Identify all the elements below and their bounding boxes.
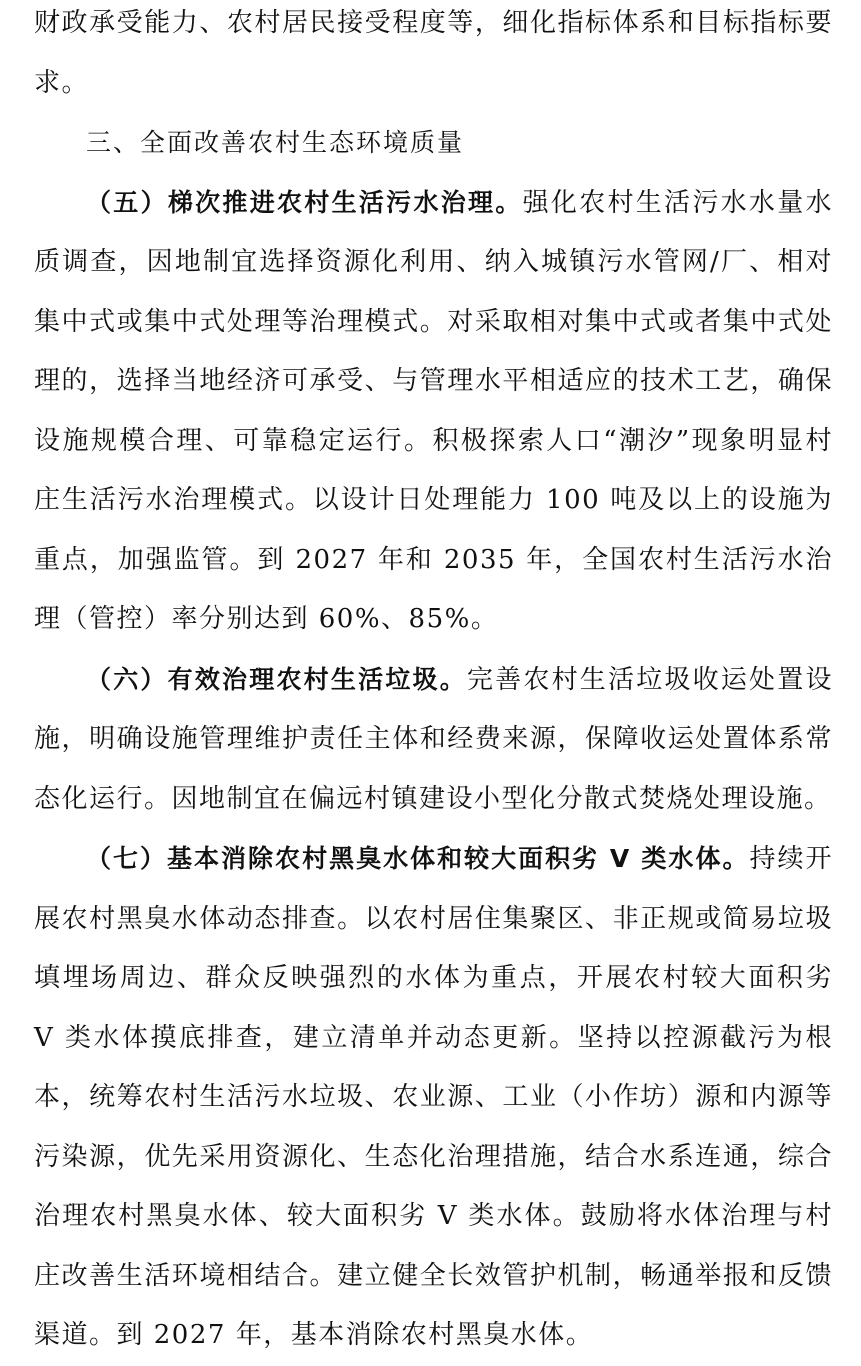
paragraph-body: 持续开展农村黑臭水体动态排查。以农村居住集聚区、非正规或简易垃圾填埋场周边、群众反映强烈的水体为重点，开展农村较大面积劣 V 类水体摸底排查，建立清单并动态更新。坚持以控源截污为根本，统筹农村生活污水垃圾、农业源、工业（小作坊）源和内源等污染源，优先采用资源化、生态化治理措施，结合水系连通，综合治理农村黑臭水体、较大面积劣 V 类水体。鼓励将水体治理与村庄改善生活环境相结合。建立健全长效管护机制，畅通举报和反馈渠道。到 2027 年，基本消除农村黑臭水体。 — [34, 844, 833, 1350]
paragraph-body: 完善农村生活垃圾收运处置设施，明确设施管理维护责任主体和经费来源，保障收运处置体系常态化运行。因地制宜在偏远村镇建设小型化分散式焚烧处理设施。 — [34, 664, 833, 814]
paragraph-body: 强化农村生活污水水量水质调查，因地制宜选择资源化利用、纳入城镇污水管网/厂、相对集中式或集中式处理等治理模式。对采取相对集中式或者集中式处理的，选择当地经济可承受、与管理水平相适应的技术工艺，确保设施规模合理、可靠稳定运行。积极探索人口“潮汐”现象明显村庄生活污水治理模式。以设计日处理能力 100 吨及以上的设施为重点，加强监管。到 2027 年和 2035 年，全国农村生活污水治理（管控）率分别达到 60%、85%。 — [34, 187, 833, 634]
paragraph-water-bodies — [34, 829, 833, 1366]
paragraph-lead: （七）基本消除农村黑臭水体和较大面积劣 V 类水体。 — [86, 844, 750, 873]
paragraph-sewage — [34, 173, 833, 650]
paragraph-lead: （六）有效治理农村生活垃圾。 — [86, 664, 467, 694]
paragraph-lead: （五）梯次推进农村生活污水治理。 — [86, 187, 523, 217]
paragraph-garbage — [34, 650, 833, 830]
section-heading: 三、全面改善农村生态环境质量 — [86, 128, 465, 157]
continuation-paragraph: 财政承受能力、农村居民接受程度等，细化指标体系和目标指标要求。 — [34, 8, 833, 98]
